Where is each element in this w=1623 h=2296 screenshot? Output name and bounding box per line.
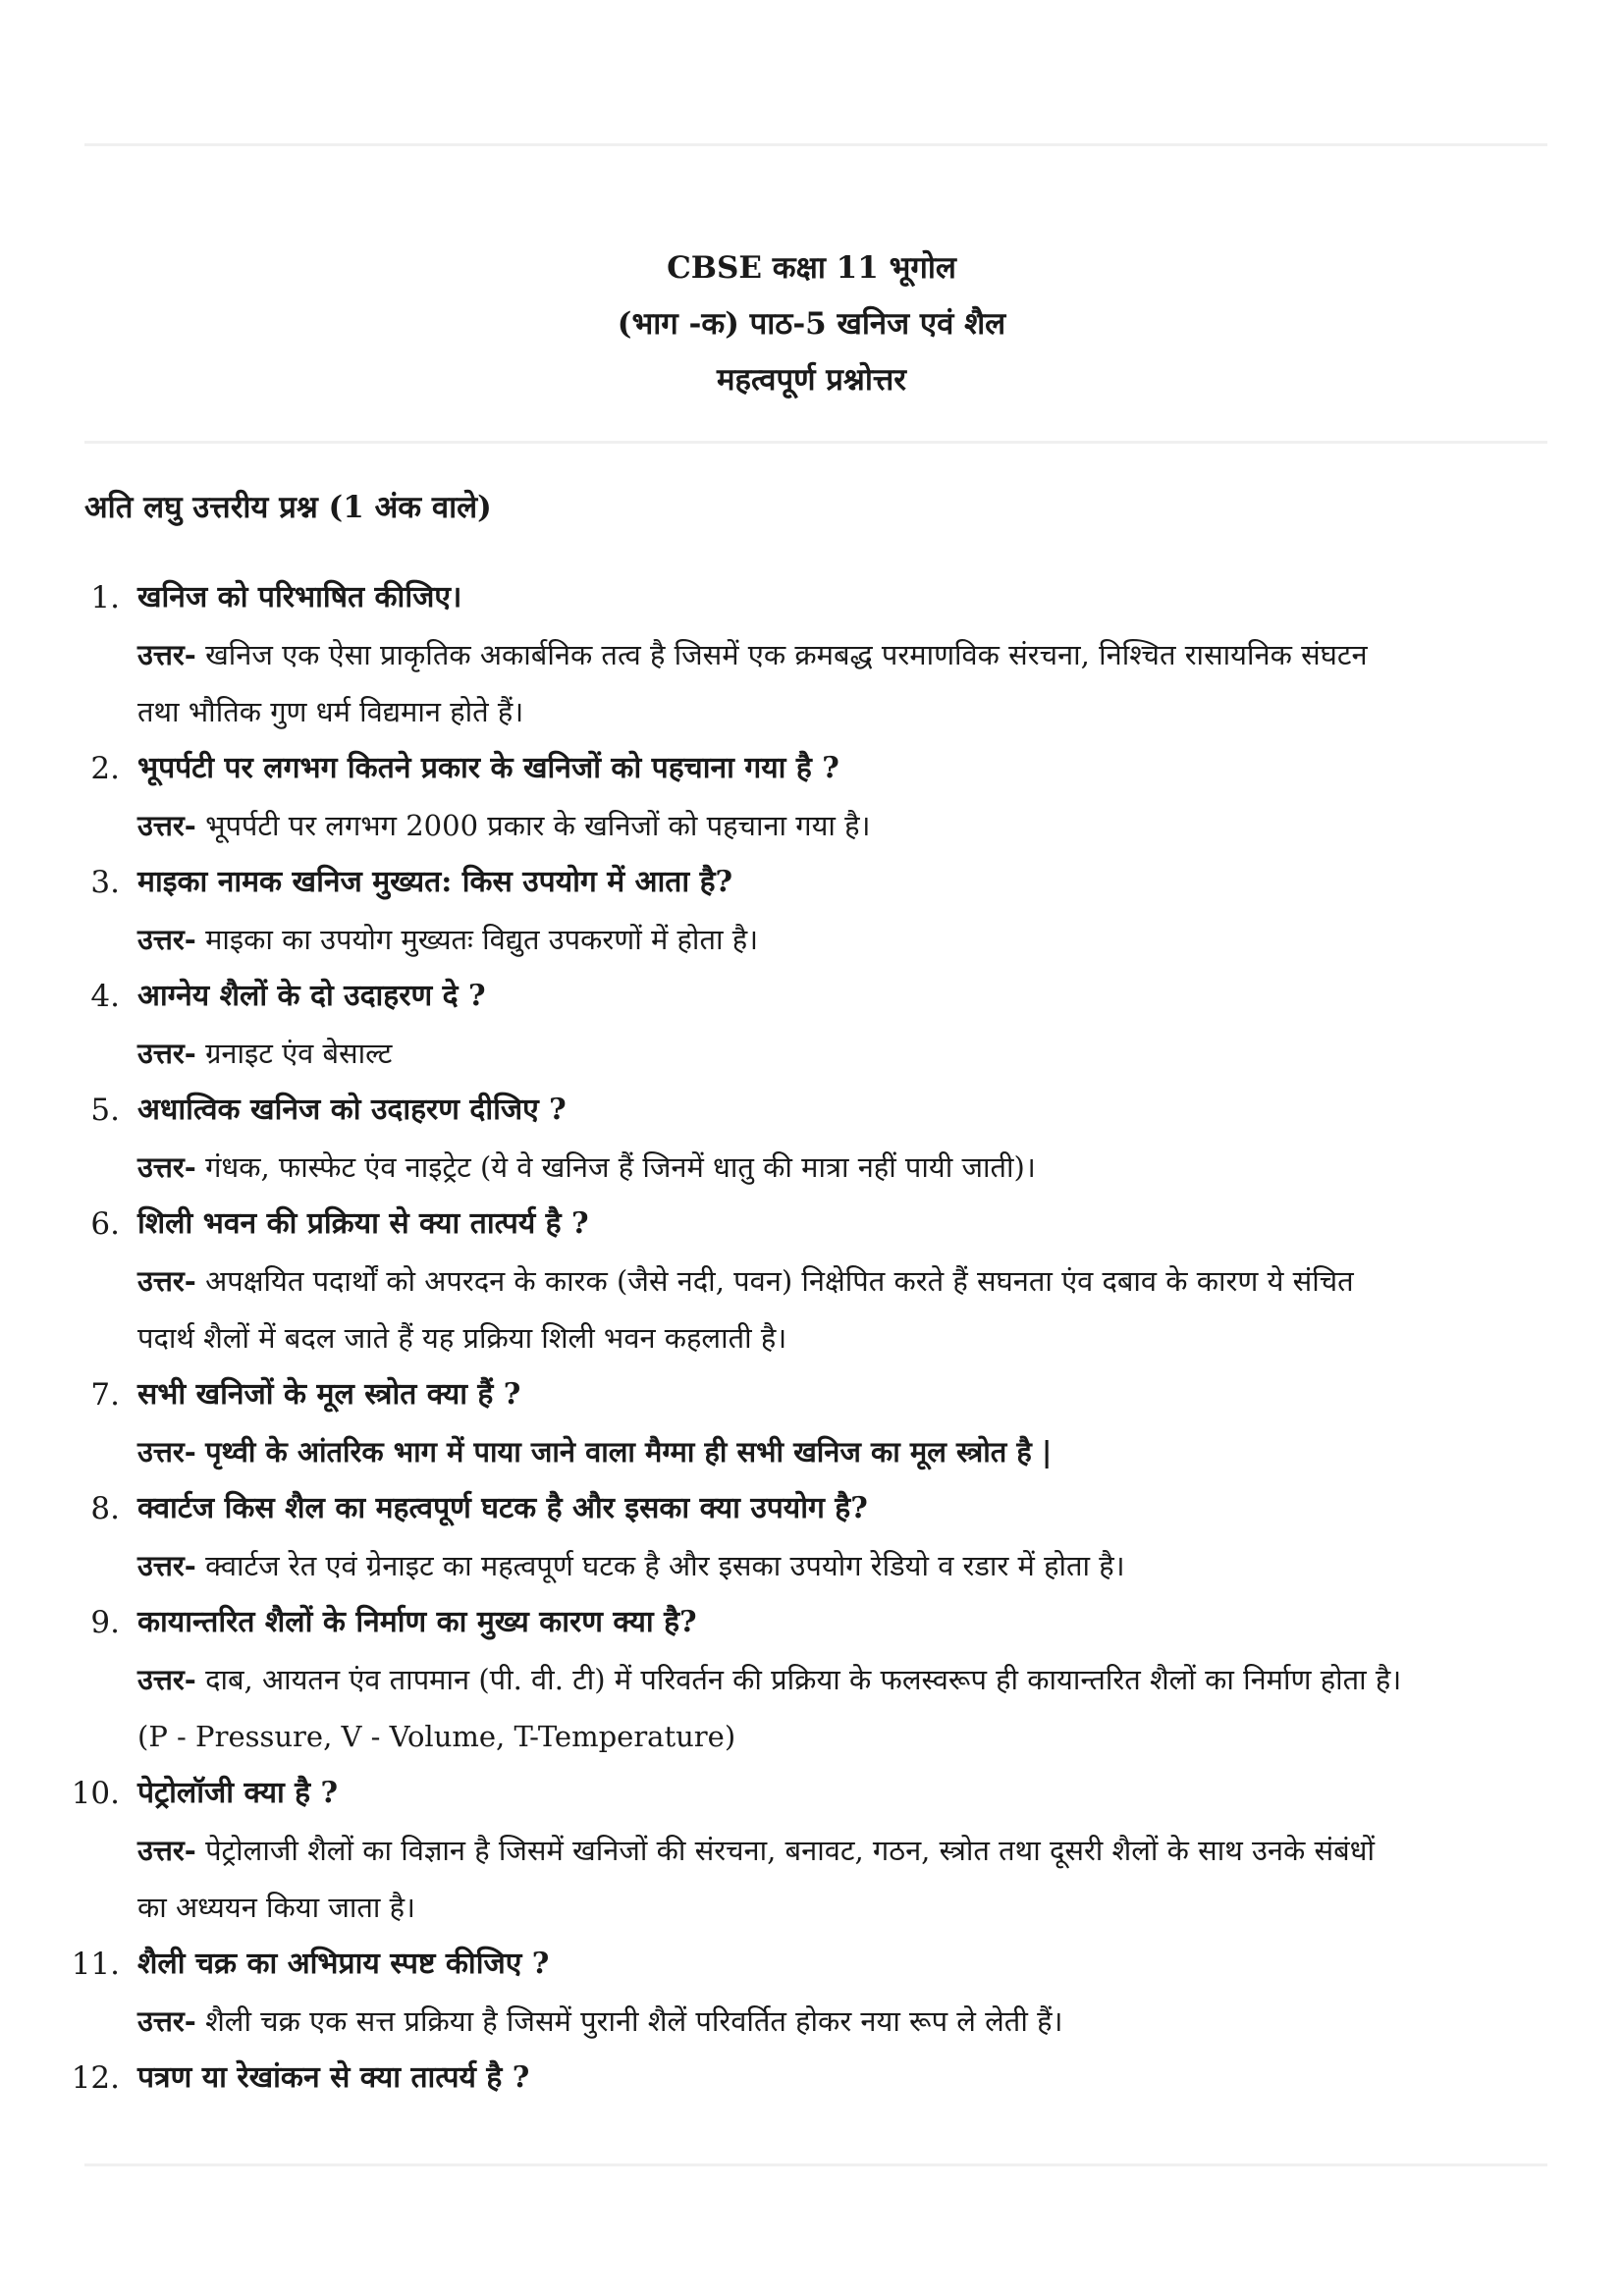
question-number: 9. [90, 1605, 120, 1640]
qa-item [0, 1765, 1623, 1936]
answer [137, 1651, 1551, 1765]
answer-label: उत्तर- [137, 1663, 196, 1696]
qa-item [0, 569, 1623, 740]
answer-line [137, 1879, 1551, 1936]
answer-line [137, 683, 1551, 740]
answer-text: तथा भौतिक गुण धर्म विद्यमान होते हैं। [137, 695, 524, 728]
qa-item [0, 1196, 1623, 1366]
header-chapter: (भाग -क) पाठ-5 खनिज एवं शैल [617, 306, 1006, 342]
question-text: खनिज को परिभाषित कीजिए। [137, 580, 462, 614]
answer-line [137, 1253, 1551, 1309]
answer-text: शैली चक्र एक सत्त प्रक्रिया है जिसमें पुरानी शैलें परिवर्तित होकर नया रूप ले लेती हैं। [205, 2004, 1063, 2038]
answer-line [137, 1025, 1551, 1082]
answer [137, 1253, 1551, 1366]
answer-text: पेट्रोलाजी शैलों का विज्ञान है जिसमें खनिजों की संरचना, बनावट, गठन, स्त्रोत तथा दूसरी शैलों के साथ उनके संबंधों [205, 1834, 1375, 1867]
top-divider [84, 143, 1547, 146]
bottom-divider [84, 2163, 1547, 2166]
answer-label: उत्तर- [137, 1549, 196, 1582]
qa-item [0, 1936, 1623, 2050]
answer-line [137, 797, 1551, 854]
section-title: अति लघु उत्तरीय प्रश्न (1 अंक वाले) [84, 490, 492, 525]
document-header [0, 240, 1623, 408]
answer [137, 1025, 1551, 1082]
answer-note: (P - Pressure, V - Volume, T-Temperature) [137, 1720, 736, 1753]
answer-line [137, 1651, 1551, 1708]
question-number: 12. [71, 2060, 120, 2096]
question-number: 7. [90, 1377, 120, 1413]
question-text: अधात्विक खनिज को उदाहरण दीजिए ? [137, 1093, 567, 1127]
answer-text: अपक्षयित पदार्थों को अपरदन के कारक (जैसे नदी, पवन) निक्षेपित करते हैं सघनता एंव दबाव के कारण ये संचित [205, 1264, 1354, 1298]
question-text: कायान्तरित शैलों के निर्माण का मुख्य कारण क्या है? [137, 1605, 697, 1639]
qa-item [0, 1594, 1623, 1765]
answer-text: माइका का उपयोग मुख्यतः विद्युत उपकरणों में होता है। [205, 923, 759, 956]
question-number: 1. [90, 580, 120, 615]
answer-text: भूपर्पटी पर लगभग 2000 प्रकार के खनिजों को पहचाना गया है। [205, 809, 871, 842]
answer [137, 1537, 1551, 1594]
answer-line [137, 1139, 1551, 1196]
question-text: आग्नेय शैलों के दो उदाहरण दे ? [137, 979, 486, 1013]
question-text: पेट्रोलॉजी क्या है ? [137, 1776, 339, 1810]
answer-text: क्वार्टज रेत एवं ग्रेनाइट का महत्वपूर्ण घटक है और इसका उपयोग रेडियो व रडार में होता है। [205, 1549, 1125, 1582]
question-text: भूपर्पटी पर लगभग कितने प्रकार के खनिजों को पहचाना गया है ? [137, 751, 839, 785]
answer [137, 1423, 1551, 1480]
answer-text: का अध्ययन किया जाता है। [137, 1891, 416, 1924]
answer [137, 911, 1551, 968]
answer-line [137, 1993, 1551, 2050]
header-qa-title: महत्वपूर्ण प्रश्नोत्तर [717, 362, 906, 398]
answer-line [137, 1423, 1551, 1480]
answer [137, 1139, 1551, 1196]
answer-line [137, 1537, 1551, 1594]
answer-line [137, 1309, 1551, 1366]
answer-text: गंधक, फास्फेट एंव नाइट्रेट (ये वे खनिज हैं जिनमें धातु की मात्रा नहीं पायी जाती)। [205, 1150, 1036, 1184]
qa-item [0, 1366, 1623, 1480]
question-number: 11. [71, 1947, 120, 1982]
qa-item [0, 1082, 1623, 1196]
answer [137, 1822, 1551, 1936]
qa-item [0, 2050, 1623, 2107]
answer-text: दाब, आयतन एंव तापमान (पी. वी. टी) में परिवर्तन की प्रक्रिया के फलस्वरूप ही कायान्तरित शैलों का निर्माण होता है। [205, 1663, 1402, 1696]
header-subject: CBSE कक्षा 11 भूगोल [667, 250, 956, 286]
question-text: शैली चक्र का अभिप्राय स्पष्ट कीजिए ? [137, 1947, 550, 1981]
answer-line [137, 626, 1551, 683]
qa-item [0, 968, 1623, 1082]
answer-text: पदार्थ शैलों में बदल जाते हैं यह प्रक्रिया शिली भवन कहलाती है। [137, 1321, 787, 1355]
question-number: 4. [90, 979, 120, 1014]
answer-line [137, 911, 1551, 968]
answer-line [137, 1822, 1551, 1879]
question-text: पत्रण या रेखांकन से क्या तात्पर्य है ? [137, 2060, 530, 2095]
answer-label: उत्तर- [137, 923, 196, 956]
answer-label: उत्तर- [137, 1150, 196, 1184]
qa-item [0, 854, 1623, 968]
qa-list [0, 569, 1623, 2107]
answer [137, 1993, 1551, 2050]
question-text: सभी खनिजों के मूल स्त्रोत क्या हैं ? [137, 1377, 521, 1412]
question-text: माइका नामक खनिज मुख्यत: किस उपयोग में आता है? [137, 865, 733, 899]
question-text: शिली भवन की प्रक्रिया से क्या तात्पर्य है ? [137, 1206, 589, 1241]
question-number: 3. [90, 865, 120, 900]
question-number: 8. [90, 1491, 120, 1526]
question-text: क्वार्टज किस शैल का महत्वपूर्ण घटक है और इसका क्या उपयोग है? [137, 1491, 868, 1525]
header-divider [84, 441, 1547, 444]
qa-item [0, 1480, 1623, 1594]
question-number: 6. [90, 1206, 120, 1242]
question-number: 2. [90, 751, 120, 786]
answer-text: खनिज एक ऐसा प्राकृतिक अकार्बनिक तत्व है जिसमें एक क्रमबद्ध परमाणविक संरचना, निश्चित रासायनिक संघटन [205, 638, 1368, 671]
answer-text: ग्रनाइट एंव बेसाल्ट [205, 1037, 393, 1070]
answer-label: उत्तर- [137, 638, 196, 671]
answer-label: उत्तर- [137, 1264, 196, 1298]
question-number: 10. [71, 1776, 120, 1811]
answer-label: उत्तर- [137, 2004, 196, 2038]
answer-label: उत्तर- [137, 1037, 196, 1070]
answer-label: उत्तर- [137, 1435, 196, 1468]
question-number: 5. [90, 1093, 120, 1128]
qa-item [0, 740, 1623, 854]
answer-text: पृथ्वी के आंतरिक भाग में पाया जाने वाला मैग्मा ही सभी खनिज का मूल स्त्रोत है | [205, 1435, 1053, 1468]
answer-label: उत्तर- [137, 809, 196, 842]
answer [137, 626, 1551, 740]
answer-label: उत्तर- [137, 1834, 196, 1867]
answer [137, 797, 1551, 854]
